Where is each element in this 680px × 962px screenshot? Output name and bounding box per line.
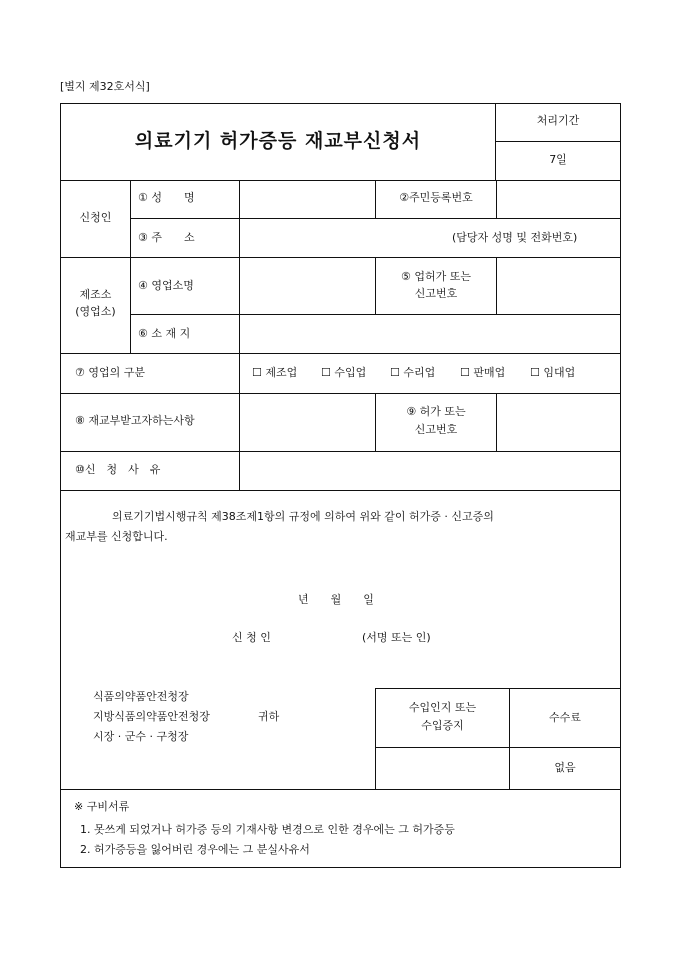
license-number-label-sub: 신고번호 [414, 287, 458, 300]
recipient-local: 시장 · 군수 · 구청장 [93, 730, 189, 743]
manufacturer-label: 제조소 [79, 288, 112, 301]
processing-period-label: 처리기간 [536, 114, 580, 127]
document-item: 2. 허가증등을 잃어버린 경우에는 그 분실사유서 [80, 843, 310, 856]
recipient-suffix: 귀하 [258, 710, 280, 723]
stamp-field[interactable] [376, 748, 509, 789]
address-label: ③ 주 소 [138, 231, 195, 244]
date-line: 년 월 일 [298, 593, 374, 606]
rrn-label: ②주민등록번호 [399, 191, 473, 204]
statement-text: 의료기기법시행규칙 제38조제1항의 규정에 의하여 위와 같이 허가증 · 신고증의 [112, 510, 494, 523]
processing-period-value: 7일 [549, 153, 567, 166]
recipient-mfds: 식품의약품안전청장 [93, 690, 189, 703]
recipient-regional: 지방식품의약품안전청장 [93, 710, 210, 723]
business-type-label: ⑦ 영업의 구분 [75, 366, 145, 379]
document-item: 1. 못쓰게 되었거나 허가증 등의 기재사항 변경으로 인한 경우에는 그 허가증등 [80, 823, 455, 836]
name-field[interactable] [240, 181, 375, 218]
location-field[interactable] [240, 315, 620, 353]
manufacturer-label-sub: (영업소) [75, 305, 116, 318]
reissue-item-label: ⑧ 재교부받고자하는사항 [75, 414, 195, 427]
business-type-sales-checkbox[interactable]: ☐ 판매업 [460, 366, 506, 379]
applicant-label: 신청인 [79, 211, 112, 224]
license-number-field[interactable] [497, 258, 620, 314]
reason-label: ⑩신 청 사 유 [75, 463, 161, 476]
name-label: ① 성 명 [138, 191, 195, 204]
location-label: ⑥ 소 재 지 [138, 327, 191, 340]
business-type-manufacture-checkbox[interactable]: ☐ 제조업 [252, 366, 298, 379]
form-label: [별지 제32호서식] [60, 80, 150, 93]
license-number-label: ⑤ 업허가 또는 [401, 270, 471, 283]
reissue-item-field[interactable] [240, 394, 375, 451]
documents-heading: ※ 구비서류 [74, 800, 130, 813]
permit-number-field[interactable] [497, 394, 620, 451]
reason-field[interactable] [240, 452, 620, 490]
rrn-field[interactable] [497, 181, 620, 218]
statement-text-cont: 재교부를 신청합니다. [65, 530, 168, 543]
fee-label: 수수료 [549, 711, 581, 724]
stamp-label-sub: 수입증지 [421, 719, 464, 732]
business-type-repair-checkbox[interactable]: ☐ 수리업 [390, 366, 436, 379]
signer-note: (서명 또는 인) [362, 631, 431, 644]
business-type-import-checkbox[interactable]: ☐ 수입업 [321, 366, 367, 379]
stamp-label: 수입인지 또는 [408, 701, 477, 714]
permit-number-label-sub: 신고번호 [414, 423, 458, 436]
business-name-label: ④ 영업소명 [138, 279, 194, 292]
permit-number-label: ⑨ 허가 또는 [406, 405, 466, 418]
business-type-rental-checkbox[interactable]: ☐ 임대업 [530, 366, 576, 379]
business-name-field[interactable] [240, 258, 375, 314]
fee-value: 없음 [554, 761, 576, 774]
signer-label: 신 청 인 [232, 631, 271, 644]
form-title: 의료기기 허가증등 재교부신청서 [134, 130, 422, 152]
contact-note: (담당자 성명 및 전화번호) [452, 231, 578, 244]
